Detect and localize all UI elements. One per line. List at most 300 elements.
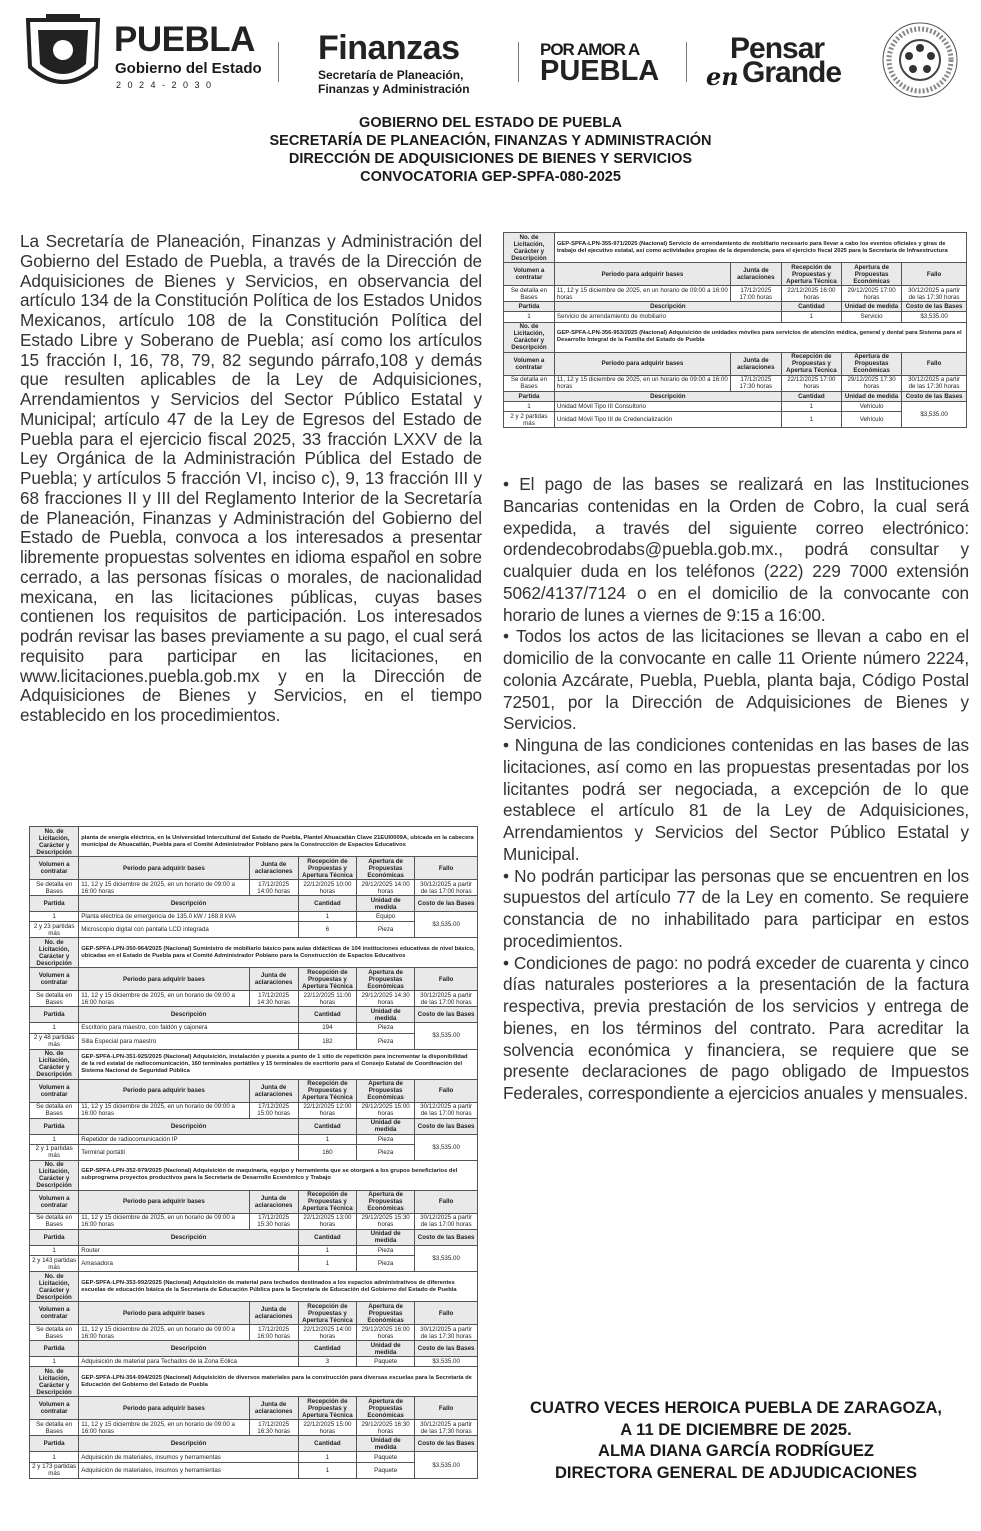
header-volumen: Volumen a contratar xyxy=(30,857,79,880)
item-description: Unidad Móvil Tipo III Consultorio xyxy=(554,401,781,411)
tender-dates-row xyxy=(30,991,478,1007)
tender-description: GEP-SPFA-LPN-352-979/2025 (Nacional) Adquisición de maquinaria, equipo y herramienta que se otorgará a los grupos beneficiarios del subprograma proyectos productivos para la Secretaría de Desarrollo Económico y Trabajo xyxy=(79,1160,478,1190)
tender-title-row xyxy=(30,1272,478,1302)
document-heading xyxy=(0,114,981,186)
header-cantidad: Cantidad xyxy=(298,1436,356,1452)
igualdad-laboral-seal xyxy=(880,20,960,100)
header-descripcion: Descripción xyxy=(79,896,299,912)
junta-value: 17/12/2025 14:00 horas xyxy=(249,880,298,896)
header-recepcion: Recepción de Propuestas y Apertura Técnica xyxy=(298,1079,356,1102)
periodo-value: 11, 12 y 15 diciembre de 2025, en un horario de 09:00 a 16:00 horas xyxy=(79,1420,249,1436)
header-no-licitacion: No. de Licitación, Carácter y Descripción xyxy=(30,1160,79,1190)
tender-description: GEP-SPFA-LPN-356-953/2025 (Nacional) Adquisición de unidades móviles para servicios de atención médica, general y dental para Sistema para el Desarrollo Integral de la Familia del Estado de Puebla xyxy=(554,322,966,352)
item-unit: Vehículo xyxy=(841,412,901,428)
header-cantidad: Cantidad xyxy=(781,391,841,401)
header-recepcion: Recepción de Propuestas y Apertura Técnica xyxy=(781,263,841,286)
periodo-value: 11, 12 y 15 diciembre de 2025, en un horario de 09:00 a 16:00 horas xyxy=(79,1325,249,1341)
por-amor-a-puebla-logo xyxy=(530,38,670,88)
signatory-title: DIRECTORA GENERAL DE ADJUDICACIONES xyxy=(554,1463,918,1482)
recepcion-value: 22/12/2025 10:00 horas xyxy=(298,880,356,896)
item-quantity: 6 xyxy=(298,922,356,938)
tender-dates-row xyxy=(30,880,478,896)
header-unidad: Unidad de medida xyxy=(841,391,901,401)
conditions-section xyxy=(503,474,969,1105)
junta-value: 17/12/2025 16:30 horas xyxy=(249,1420,298,1436)
item-row xyxy=(30,1452,478,1462)
finanzas-wordmark: Finanzas xyxy=(318,29,460,67)
bases-cost: $3,535.00 xyxy=(902,312,967,322)
heading-line-3: DIRECCIÓN DE ADQUISICIONES DE BIENES Y SERVICIOS xyxy=(288,151,693,167)
item-row xyxy=(504,412,967,428)
item-row xyxy=(504,401,967,411)
item-quantity: 1 xyxy=(781,401,841,411)
por-amor-text: POR AMOR A xyxy=(540,40,640,59)
header-recepcion: Recepción de Propuestas y Apertura Técnica xyxy=(298,1302,356,1325)
item-quantity: 1 xyxy=(298,1245,356,1255)
tender-description: GEP-SPFA-LPN-350-964/2025 (Nacional) Suministro de mobiliario básico para aulas didácticas de 104 instituciones educativas de nivel básico, ubicadas en el Estado de Puebla para el Comité Administrador Poblano para la Construcción de Espacios Educativos xyxy=(79,938,478,968)
item-row xyxy=(30,1023,478,1033)
item-row xyxy=(30,1245,478,1255)
header-partida: Partida xyxy=(30,1341,79,1357)
header-no-licitacion: No. de Licitación, Carácter y Descripción xyxy=(30,1049,79,1079)
fallo-value: 30/12/2025 a partir de las 17:30 horas xyxy=(415,1420,478,1436)
junta-value: 17/12/2025 15:00 horas xyxy=(249,1102,298,1118)
header-junta: Junta de aclaraciones xyxy=(249,1190,298,1213)
item-partida: 2 y 48 partidas más xyxy=(30,1033,79,1049)
header-no-licitacion: No. de Licitación, Carácter y Descripción xyxy=(30,827,79,857)
items-header-row xyxy=(30,1341,478,1357)
header-costo: Costo de las Bases xyxy=(902,391,967,401)
bases-cost: $3,535.00 xyxy=(415,1134,478,1160)
tender-description: GEP-SPFA-LPN-354-994/2025 (Nacional) Adquisición de diversos materiales para la construcción para diversas escuelas para la Secretaría de Educación del Gobierno del Estado de Puebla xyxy=(79,1367,478,1397)
items-header-row xyxy=(30,1007,478,1023)
header-unidad: Unidad de medida xyxy=(357,1007,415,1023)
header-partida: Partida xyxy=(504,391,555,401)
fallo-value: 30/12/2025 a partir de las 17:00 horas xyxy=(415,880,478,896)
header-fallo: Fallo xyxy=(902,263,967,286)
tender-title-row xyxy=(30,938,478,968)
header-junta: Junta de aclaraciones xyxy=(249,1079,298,1102)
intro-paragraph: La Secretaría de Planeación, Finanzas y Administración del Gobierno del Estado de Puebla, a través de la Dirección de Adquisiciones de Bienes y Servicios, en observancia del artículo 134 de la Constitución Política de los Estados Unidos Mexicanos, artículo 108 de la Constitución Política del Estado Libre y Soberano de Puebla; así como los artículos 15 fracción I, 16, 78, 79, 82 segundo párrafo,108 y demás que resulten aplicables de la Ley de Adquisiciones, Arrendamientos y Servicios del Sector Público Estatal y Municipal; artículo 47 de la Ley de Egresos del Estado de Puebla para el ejercicio fiscal 2025, 33 fracción LXXV de la Ley Orgánica de la Administración Pública del Estado de Puebla; y artículos 5 fracción VI, inciso c), 9, 13 fracción III y 68 fracciones II y III del Reglamento Interior de la Secretaría de Planeación, Finanzas y Administración del Gobierno del Estado de Puebla, convoca a los interesados a presentar libremente propuestas solventes en idioma español en sobre cerrado, a las personas físicas o morales, de nacionalidad mexicana, en las licitaciones públicas, cuyas bases contienen los requisitos de participación. Los interesados podrán revisar las bases previamente a su pago, el cual será requisito para participar en las licitaciones, en www.licitaciones.puebla.gob.mx y en la Dirección de Adquisiciones de Bienes y Servicios, en el tiempo establecido en los procedimientos. xyxy=(20,231,482,725)
item-row xyxy=(30,912,478,922)
header-unidad: Unidad de medida xyxy=(357,896,415,912)
seal-icon xyxy=(880,20,960,100)
header-apertura: Apertura de Propuestas Económicas xyxy=(357,1302,415,1325)
tender-dates-row xyxy=(504,375,967,391)
fallo-value: 30/12/2025 a partir de las 17:00 horas xyxy=(415,1102,478,1118)
volumen-value: Se detalla en Bases xyxy=(30,991,79,1007)
header-recepcion: Recepción de Propuestas y Apertura Técnica xyxy=(298,1397,356,1420)
item-quantity: 3 xyxy=(298,1357,356,1367)
junta-value: 17/12/2025 17:00 horas xyxy=(730,286,781,302)
fallo-value: 30/12/2025 a partir de las 17:00 horas xyxy=(415,991,478,1007)
puebla-subtitle: Gobierno del Estado xyxy=(115,60,262,77)
heading-line-4: CONVOCATORIA GEP-SPFA-080-2025 xyxy=(360,169,621,185)
tender-description: GEP-SPFA-LPN-355-971/2025 (Nacional) Servicio de arrendamiento de mobiliario necesario para llevar a cabo los eventos oficiales y giras de trabajo del ejecutivo estatal, así como actividades propias de la dependencia, para el ejercicio fiscal 2025 para la Secretaría de Infraestructura xyxy=(554,233,966,263)
item-quantity: 1 xyxy=(298,1452,356,1462)
signatory-name: ALMA DIANA GARCÍA RODRÍGUEZ xyxy=(598,1442,874,1460)
header-fallo: Fallo xyxy=(415,1190,478,1213)
header-cantidad: Cantidad xyxy=(298,1229,356,1245)
heading-line-2: SECRETARÍA DE PLANEACIÓN, FINANZAS Y ADMINISTRACIÓN xyxy=(269,133,712,149)
header-apertura: Apertura de Propuestas Económicas xyxy=(357,1190,415,1213)
header-fallo: Fallo xyxy=(415,968,478,991)
item-row xyxy=(504,312,967,322)
tender-header-row xyxy=(504,352,967,375)
header-junta: Junta de aclaraciones xyxy=(730,352,781,375)
fallo-value: 30/12/2025 a partir de las 17:30 horas xyxy=(902,375,967,391)
item-description: Adquisición de materiales, insumos y herramientas xyxy=(79,1462,299,1478)
volumen-value: Se detalla en Bases xyxy=(30,1420,79,1436)
header-volumen: Volumen a contratar xyxy=(504,263,555,286)
por-amor-puebla-text: PUEBLA xyxy=(540,55,660,87)
tender-header-row xyxy=(30,1302,478,1325)
header-periodo: Periodo para adquirir bases xyxy=(554,352,730,375)
tender-description: planta de energía eléctrica, en la Universidad Intercultural del Estado de Puebla, Plantel Ahuacatlán Clave 21EUI0009A, ubicada en la cabecera municipal de Ahuacatlán, Puebla para el Comité Administrador Poblano para la Construcción de Espacios Educativos xyxy=(79,827,478,857)
junta-value: 17/12/2025 14:30 horas xyxy=(249,991,298,1007)
tender-header-row xyxy=(30,968,478,991)
header-costo: Costo de las Bases xyxy=(415,1118,478,1134)
item-row xyxy=(30,1033,478,1049)
pensar-en-grande-logo xyxy=(700,32,865,91)
item-description: Amasadora xyxy=(79,1256,299,1272)
header-unidad: Unidad de medida xyxy=(357,1229,415,1245)
condition-payment-terms: • Condiciones de pago: no podrá exceder de cuarenta y cinco días naturales posteriores a la presentación de la factura respectiva, previa prestación de los servicios y entrega de bienes, en los términos del contrato. Para acreditar la solvencia económica y financiera, se requiere que se presente declaraciones de pago obligado de Impuestos Federales, correspondiente a ejercicios anuales y mensuales. xyxy=(503,952,969,1103)
header-periodo: Periodo para adquirir bases xyxy=(79,1397,249,1420)
tender-dates-row xyxy=(30,1102,478,1118)
header-recepcion: Recepción de Propuestas y Apertura Técnica xyxy=(298,857,356,880)
apertura-value: 29/12/2025 16:00 horas xyxy=(357,1325,415,1341)
tender-header-row xyxy=(30,1079,478,1102)
header-no-licitacion: No. de Licitación, Carácter y Descripción xyxy=(30,1367,79,1397)
item-description: Silla Especial para maestro xyxy=(79,1033,299,1049)
header-periodo: Periodo para adquirir bases xyxy=(79,857,249,880)
header-volumen: Volumen a contratar xyxy=(30,1302,79,1325)
apertura-value: 29/12/2025 16:30 horas xyxy=(357,1420,415,1436)
header-apertura: Apertura de Propuestas Económicas xyxy=(357,968,415,991)
bases-cost: $3,535.00 xyxy=(902,401,967,427)
header-periodo: Periodo para adquirir bases xyxy=(79,1302,249,1325)
header-no-licitacion: No. de Licitación, Carácter y Descripción xyxy=(504,233,555,263)
item-description: Planta eléctrica de emergencia de 135.0 kW / 168.8 kVA xyxy=(79,912,299,922)
condition-negotiation: • Ninguna de las condiciones contenidas en las bases de las licitaciones, así como en las propuestas presentadas por los licitantes podrá ser negociada, a excepción de lo que establece el artículo 81 de la Ley de Adquisiciones, Arrendamientos y Servicios del Sector Público Estatal y Municipal. xyxy=(503,735,969,864)
volumen-value: Se detalla en Bases xyxy=(30,880,79,896)
header-volumen: Volumen a contratar xyxy=(30,1079,79,1102)
periodo-value: 11, 12 y 15 diciembre de 2025, en un horario de 09:00 a 16:00 horas xyxy=(79,991,249,1007)
header-periodo: Periodo para adquirir bases xyxy=(79,1079,249,1102)
item-unit: Paquete xyxy=(357,1462,415,1478)
tender-header-row xyxy=(30,857,478,880)
header-fallo: Fallo xyxy=(415,857,478,880)
header-costo: Costo de las Bases xyxy=(415,896,478,912)
bases-cost: $3,535.00 xyxy=(415,1245,478,1271)
header-volumen: Volumen a contratar xyxy=(30,1190,79,1213)
item-row xyxy=(30,922,478,938)
header-junta: Junta de aclaraciones xyxy=(249,1397,298,1420)
header-descripcion: Descripción xyxy=(554,302,781,312)
item-unit: Pieza xyxy=(357,1023,415,1033)
recepcion-value: 22/12/2025 16:00 horas xyxy=(781,286,841,302)
item-quantity: 1 xyxy=(781,412,841,428)
header-apertura: Apertura de Propuestas Económicas xyxy=(841,352,901,375)
item-partida: 2 y 143 partidas más xyxy=(30,1256,79,1272)
header-logos xyxy=(0,0,981,108)
item-unit: Pieza xyxy=(357,1134,415,1144)
items-header-row xyxy=(30,1436,478,1452)
header-descripcion: Descripción xyxy=(79,1118,299,1134)
item-description: Microscopio digital con pantalla LCD integrada xyxy=(79,922,299,938)
item-quantity: 1 xyxy=(781,312,841,322)
item-partida: 1 xyxy=(30,1023,79,1033)
item-row xyxy=(30,1357,478,1367)
periodo-value: 11, 12 y 15 diciembre de 2025, en un horario de 09:00 a 16:00 horas xyxy=(79,880,249,896)
item-partida: 2 y 173 partidas más xyxy=(30,1462,79,1478)
tender-dates-row xyxy=(30,1420,478,1436)
tender-dates-row xyxy=(30,1325,478,1341)
junta-value: 17/12/2025 16:00 horas xyxy=(249,1325,298,1341)
tenders-table-right xyxy=(503,232,967,438)
header-junta: Junta de aclaraciones xyxy=(249,857,298,880)
item-quantity: 1 xyxy=(298,1134,356,1144)
signature-place: CUATRO VECES HEROICA PUEBLA DE ZARAGOZA, xyxy=(530,1399,942,1417)
header-unidad: Unidad de medida xyxy=(841,302,901,312)
item-quantity: 182 xyxy=(298,1033,356,1049)
recepcion-value: 22/12/2025 13:00 horas xyxy=(298,1213,356,1229)
tender-title-row xyxy=(30,1049,478,1079)
junta-value: 17/12/2025 17:30 horas xyxy=(730,375,781,391)
item-partida: 2 y 2 partidas más xyxy=(504,412,555,428)
header-costo: Costo de las Bases xyxy=(415,1007,478,1023)
periodo-value: 11, 12 y 15 diciembre de 2025, en un horario de 09:00 a 16:00 horas xyxy=(554,286,730,302)
header-fallo: Fallo xyxy=(415,1397,478,1420)
item-unit: Pieza xyxy=(357,1144,415,1160)
header-volumen: Volumen a contratar xyxy=(30,1397,79,1420)
header-cantidad: Cantidad xyxy=(781,302,841,312)
apertura-value: 29/12/2025 15:30 horas xyxy=(357,1213,415,1229)
item-unit: Paquete xyxy=(357,1357,415,1367)
item-unit: Pieza xyxy=(357,922,415,938)
header-apertura: Apertura de Propuestas Económicas xyxy=(357,1079,415,1102)
signature-date: A 11 DE DICIEMBRE DE 2025. xyxy=(620,1420,852,1439)
header-cantidad: Cantidad xyxy=(298,896,356,912)
header-partida: Partida xyxy=(30,1436,79,1452)
item-partida: 1 xyxy=(30,1357,79,1367)
tenders-table-left xyxy=(29,827,478,1482)
periodo-value: 11, 12 y 15 diciembre de 2025, en un horario de 09:00 a 16:00 horas xyxy=(554,375,730,391)
fallo-value: 30/12/2025 a partir de las 17:30 horas xyxy=(415,1325,478,1341)
header-costo: Costo de las Bases xyxy=(415,1341,478,1357)
volumen-value: Se detalla en Bases xyxy=(30,1102,79,1118)
junta-value: 17/12/2025 15:30 horas xyxy=(249,1213,298,1229)
item-row xyxy=(30,1134,478,1144)
items-header-row xyxy=(30,1118,478,1134)
header-costo: Costo de las Bases xyxy=(902,302,967,312)
tender-title-row xyxy=(30,1367,478,1397)
items-header-row xyxy=(30,896,478,912)
item-partida: 1 xyxy=(30,912,79,922)
header-descripcion: Descripción xyxy=(79,1229,299,1245)
bases-cost: $3,535.00 xyxy=(415,1357,478,1367)
en-text: en xyxy=(706,62,739,91)
items-header-row xyxy=(30,1229,478,1245)
item-partida: 2 y 23 partidas más xyxy=(30,922,79,938)
tender-description: GEP-SPFA-LPN-353-992/2025 (Nacional) Adquisición de material para techados destinados a los espacios administrativos de diferentes escuelas de educación básica de la Secretaría de Educación Pública para la Secretaría de Educación del Gobierno del Estado de Puebla xyxy=(79,1272,478,1302)
header-descripcion: Descripción xyxy=(79,1341,299,1357)
volumen-value: Se detalla en Bases xyxy=(30,1213,79,1229)
puebla-wordmark: PUEBLA xyxy=(114,20,255,59)
apertura-value: 29/12/2025 14:30 horas xyxy=(357,991,415,1007)
item-partida: 1 xyxy=(504,401,555,411)
item-description: Repetidor de radiocomunicación IP xyxy=(79,1134,299,1144)
item-unit: Pieza xyxy=(357,1256,415,1272)
header-unidad: Unidad de medida xyxy=(357,1118,415,1134)
item-description: Escritorio para maestro, con faldón y cajonera xyxy=(79,1023,299,1033)
periodo-value: 11, 12 y 15 diciembre de 2025, en un horario de 09:00 a 16:00 horas xyxy=(79,1213,249,1229)
tenders-table xyxy=(29,826,478,1479)
tender-title-row xyxy=(30,827,478,857)
item-description: Terminal portátil xyxy=(79,1144,299,1160)
item-row xyxy=(30,1462,478,1478)
item-description: Unidad Móvil Tipo III de Credencialización xyxy=(554,412,781,428)
item-partida: 1 xyxy=(30,1134,79,1144)
fallo-value: 30/12/2025 a partir de las 17:30 horas xyxy=(902,286,967,302)
header-recepcion: Recepción de Propuestas y Apertura Técnica xyxy=(298,968,356,991)
recepcion-value: 22/12/2025 17:00 horas xyxy=(781,375,841,391)
apertura-value: 29/12/2025 17:00 horas xyxy=(841,286,901,302)
header-no-licitacion: No. de Licitación, Carácter y Descripción xyxy=(504,322,555,352)
tender-description: GEP-SPFA-LPN-351-925/2025 (Nacional) Adquisición, instalación y puesta a punto de 1 sitio de repetición para incrementar la disponibilidad de la red estatal de radiocomunicación, 160 terminales portátiles y 15 terminales de escritorio para el Consejo Estatal de Coordinación del Sistema Nacional de Seguridad Pública xyxy=(79,1049,478,1079)
item-description: Adquisición de materiales, insumos y herramientas xyxy=(79,1452,299,1462)
header-fallo: Fallo xyxy=(415,1302,478,1325)
item-quantity: 160 xyxy=(298,1144,356,1160)
header-no-licitacion: No. de Licitación, Carácter y Descripción xyxy=(30,1272,79,1302)
items-header-row xyxy=(504,391,967,401)
bases-cost: $3,535.00 xyxy=(415,1452,478,1478)
item-quantity: 1 xyxy=(298,1462,356,1478)
items-header-row xyxy=(504,302,967,312)
item-description: Servicio de arrendamiento de mobiliario xyxy=(554,312,781,322)
header-recepcion: Recepción de Propuestas y Apertura Técnica xyxy=(298,1190,356,1213)
header-volumen: Volumen a contratar xyxy=(504,352,555,375)
apertura-value: 29/12/2025 15:00 horas xyxy=(357,1102,415,1118)
finanzas-logo xyxy=(310,30,510,100)
header-apertura: Apertura de Propuestas Económicas xyxy=(841,263,901,286)
tender-dates-row xyxy=(30,1213,478,1229)
item-unit: Vehículo xyxy=(841,401,901,411)
header-junta: Junta de aclaraciones xyxy=(730,263,781,286)
puebla-government-logo xyxy=(18,12,268,100)
pensar-text: Pensar xyxy=(730,32,825,65)
header-apertura: Apertura de Propuestas Económicas xyxy=(357,1397,415,1420)
volumen-value: Se detalla en Bases xyxy=(504,286,555,302)
item-quantity: 1 xyxy=(298,1256,356,1272)
header-volumen: Volumen a contratar xyxy=(30,968,79,991)
item-quantity: 1 xyxy=(298,912,356,922)
recepcion-value: 22/12/2025 14:00 horas xyxy=(298,1325,356,1341)
apertura-value: 29/12/2025 17:30 horas xyxy=(841,375,901,391)
signature-block xyxy=(503,1398,969,1484)
coat-of-arms-icon xyxy=(18,12,108,98)
header-unidad: Unidad de medida xyxy=(357,1341,415,1357)
fallo-value: 30/12/2025 a partir de las 17:00 horas xyxy=(415,1213,478,1229)
condition-payment: • El pago de las bases se realizará en las Instituciones Bancarias contenidas en la Orden de Cobro, la cual será expedida, a través del siguiente correo electrónico: ordendecobrodabs@puebla.gob.mx., podrá consultar y cualquier duda en los teléfonos (222) 229 7000 extensión 5062/4137/7124 o en el domicilio de la convocante con horario de lunes a viernes de 9:15 a 16:00. xyxy=(503,474,969,625)
volumen-value: Se detalla en Bases xyxy=(504,375,555,391)
header-recepcion: Recepción de Propuestas y Apertura Técnica xyxy=(781,352,841,375)
volumen-value: Se detalla en Bases xyxy=(30,1325,79,1341)
recepcion-value: 22/12/2025 11:00 horas xyxy=(298,991,356,1007)
header-periodo: Periodo para adquirir bases xyxy=(554,263,730,286)
header-cantidad: Cantidad xyxy=(298,1341,356,1357)
header-junta: Junta de aclaraciones xyxy=(249,1302,298,1325)
tenders-table xyxy=(503,232,967,428)
periodo-value: 11, 12 y 15 diciembre de 2025, en un horario de 09:00 a 16:00 horas xyxy=(79,1102,249,1118)
item-quantity: 194 xyxy=(298,1023,356,1033)
item-partida: 1 xyxy=(30,1245,79,1255)
header-partida: Partida xyxy=(30,1229,79,1245)
header-periodo: Periodo para adquirir bases xyxy=(79,1190,249,1213)
item-description: Router xyxy=(79,1245,299,1255)
header-partida: Partida xyxy=(30,1007,79,1023)
finanzas-subtitle-2: Finanzas y Administración xyxy=(318,82,470,96)
item-row xyxy=(30,1144,478,1160)
item-unit: Equipo xyxy=(357,912,415,922)
item-unit: Pieza xyxy=(357,1245,415,1255)
item-unit: Servicio xyxy=(841,312,901,322)
item-description: Adquisición de material para Techados de la Zona Eólica xyxy=(79,1357,299,1367)
tender-title-row xyxy=(30,1160,478,1190)
header-costo: Costo de las Bases xyxy=(415,1436,478,1452)
tender-header-row xyxy=(504,263,967,286)
item-partida: 1 xyxy=(504,312,555,322)
tender-title-row xyxy=(504,233,967,263)
item-unit: Pieza xyxy=(357,1033,415,1049)
apertura-value: 29/12/2025 14:00 horas xyxy=(357,880,415,896)
tender-header-row xyxy=(30,1397,478,1420)
header-junta: Junta de aclaraciones xyxy=(249,968,298,991)
header-unidad: Unidad de medida xyxy=(357,1436,415,1452)
header-partida: Partida xyxy=(30,896,79,912)
grande-text: Grande xyxy=(742,56,842,89)
header-apertura: Apertura de Propuestas Económicas xyxy=(357,857,415,880)
header-periodo: Periodo para adquirir bases xyxy=(79,968,249,991)
item-row xyxy=(30,1256,478,1272)
tender-header-row xyxy=(30,1190,478,1213)
tender-title-row xyxy=(504,322,967,352)
header-fallo: Fallo xyxy=(415,1079,478,1102)
header-descripcion: Descripción xyxy=(79,1436,299,1452)
item-partida: 1 xyxy=(30,1452,79,1462)
finanzas-subtitle-1: Secretaría de Planeación, xyxy=(318,68,464,82)
header-cantidad: Cantidad xyxy=(298,1007,356,1023)
condition-venue: • Todos los actos de las licitaciones se llevan a cabo en el domicilio de la convocante en calle 11 Oriente número 2224, colonia Azcárate, Puebla, Puebla, planta baja, Código Postal 72501, por la Dirección de Adquisiciones de Bienes y Servicios. xyxy=(503,626,969,734)
tender-dates-row xyxy=(504,286,967,302)
header-descripcion: Descripción xyxy=(554,391,781,401)
header-no-licitacion: No. de Licitación, Carácter y Descripción xyxy=(30,938,79,968)
item-unit: Paquete xyxy=(357,1452,415,1462)
puebla-years: 2 0 2 4 - 2 0 3 0 xyxy=(116,80,214,90)
item-partida: 2 y 1 partidas más xyxy=(30,1144,79,1160)
header-costo: Costo de las Bases xyxy=(415,1229,478,1245)
bases-cost: $3,535.00 xyxy=(415,1023,478,1049)
header-partida: Partida xyxy=(30,1118,79,1134)
recepcion-value: 22/12/2025 15:00 horas xyxy=(298,1420,356,1436)
header-partida: Partida xyxy=(504,302,555,312)
bases-cost: $3,535.00 xyxy=(415,912,478,938)
header-cantidad: Cantidad xyxy=(298,1118,356,1134)
header-fallo: Fallo xyxy=(902,352,967,375)
condition-exclusion: • No podrán participar las personas que se encuentren en los supuestos del artículo 77 de la Ley en comento. Se requiere constancia de no inhabilitado para participar en estos procedimientos. xyxy=(503,865,969,951)
header-descripcion: Descripción xyxy=(79,1007,299,1023)
